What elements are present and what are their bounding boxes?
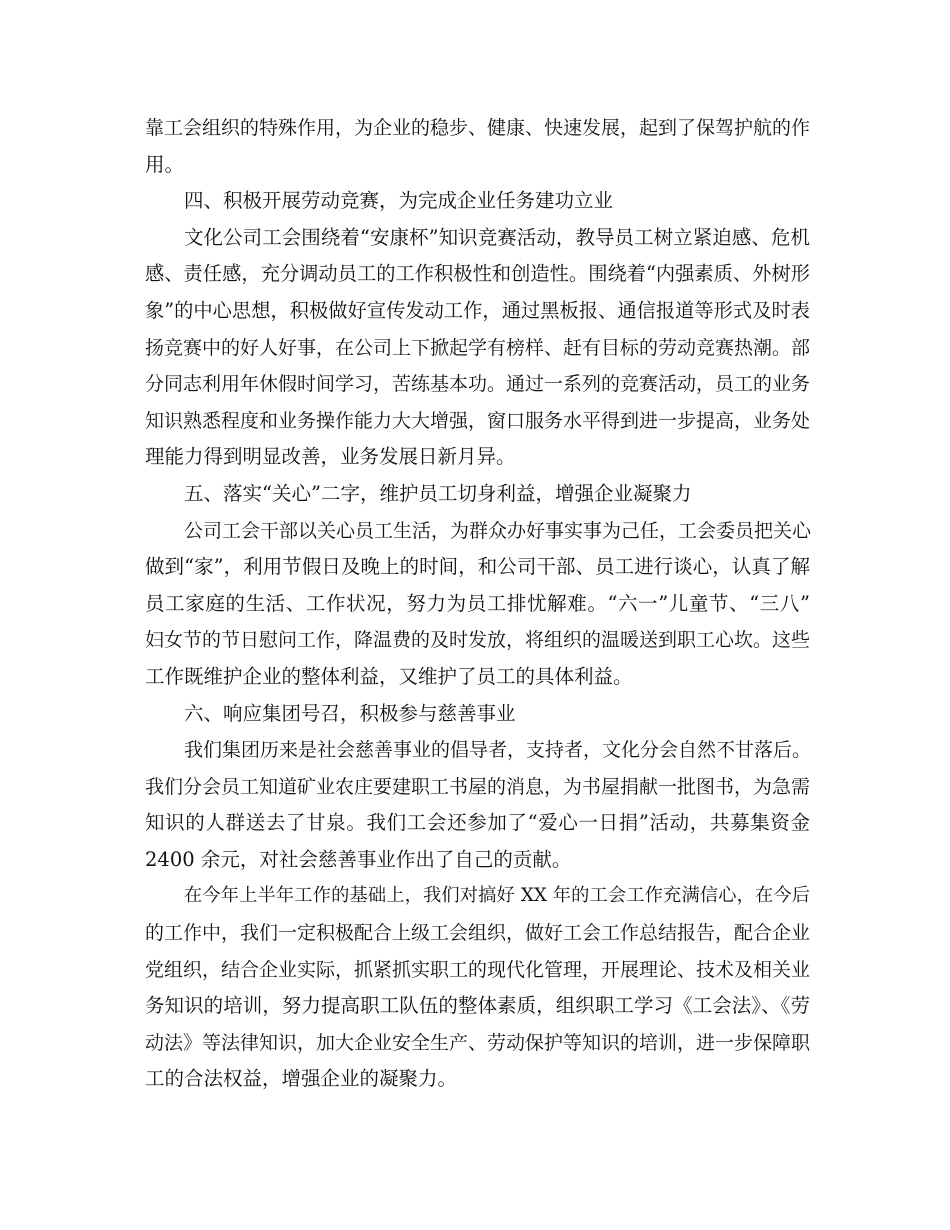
text-line: 靠工会组织的特殊作用，为企业的稳步、健康、快速发展，起到了保驾护航的作 <box>145 117 811 139</box>
text-line: 妇女节的节日慰问工作，降温费的及时发放，将组织的温暖送到职工心坎。这些 <box>145 629 811 652</box>
text-line: 五、落实“关心”二字，维护员工切身利益，增强企业凝聚力 <box>184 481 692 505</box>
text-line: 六、响应集团号召，积极参与慈善事业 <box>184 701 516 725</box>
text-line: 感、责任感，充分调动员工的工作积极性和创造性。围绕着“内强素质、外树形 <box>145 262 810 286</box>
document-body <box>145 110 810 1098</box>
text-line: 员工家庭的生活、工作状况，努力为员工排忧解难。“六一”儿童节、“三八” <box>145 591 810 615</box>
text-line: 我们分会员工知道矿业农庄要建职工书屋的消息，为书屋捐献一批图书，为急需 <box>145 775 811 798</box>
text-line: 做到“家”，利用节假日及晚上的时间，和公司干部、员工进行谈心，认真了解 <box>145 555 810 579</box>
text-line: 工作既维护企业的整体利益，又维护了员工的具体利益。 <box>145 664 633 688</box>
text-line: 知识的人群送去了甘泉。我们工会还参加了“爱心一日捐”活动，共募集资金 <box>145 811 810 835</box>
text-line: 我们集团历来是社会慈善事业的倡导者，支持者，文化分会自然不甘落后。 <box>184 739 812 762</box>
text-line: 务知识的培训，努力提高职工队伍的整体素质，组织职工学习《工会法》、《劳 <box>145 994 810 1018</box>
text-line: 2400 余元，对社会慈善事业作出了自己的贡献。 <box>145 847 572 871</box>
text-line: 公司工会干部以关心员工生活，为群众办好事实事为己任，工会委员把关心 <box>184 519 812 542</box>
text-line: 分同志利用年休假时间学习，苦练基本功。通过一系列的竞赛活动，员工的业务 <box>145 373 811 396</box>
text-line: 用。 <box>145 152 185 176</box>
text-line: 四、积极开展劳动竞赛，为完成企业任务建功立业 <box>184 189 614 213</box>
text-line: 工的合法权益，增强企业的凝聚力。 <box>145 1067 458 1091</box>
text-line: 象”的中心思想，积极做好宣传发动工作，通过黑板报、通信报道等形式及时表 <box>145 298 810 322</box>
text-line: 理能力得到明显改善，业务发展日新月异。 <box>145 445 516 469</box>
text-line: 在今年上半年工作的基础上，我们对搞好 XX 年的工会工作充满信心，在今后 <box>184 885 810 907</box>
text-line: 文化公司工会围绕着“安康杯”知识竞赛活动，教导员工树立紧迫感、危机 <box>184 225 810 249</box>
text-line: 动法》等法律知识，加大企业安全生产、劳动保护等知识的培训，进一步保障职 <box>145 1031 811 1054</box>
text-line: 扬竞赛中的好人好事，在公司上下掀起学有榜样、赶有目标的劳动竞赛热潮。部 <box>145 336 811 359</box>
text-line: 知识熟悉程度和业务操作能力大大增强，窗口服务水平得到进一步提高，业务处 <box>145 409 811 432</box>
text-line: 的工作中，我们一定积极配合上级工会组织，做好工会工作总结报告，配合企业 <box>145 922 811 945</box>
text-line: 党组织，结合企业实际，抓紧抓实职工的现代化管理，开展理论、技术及相关业 <box>145 958 811 981</box>
